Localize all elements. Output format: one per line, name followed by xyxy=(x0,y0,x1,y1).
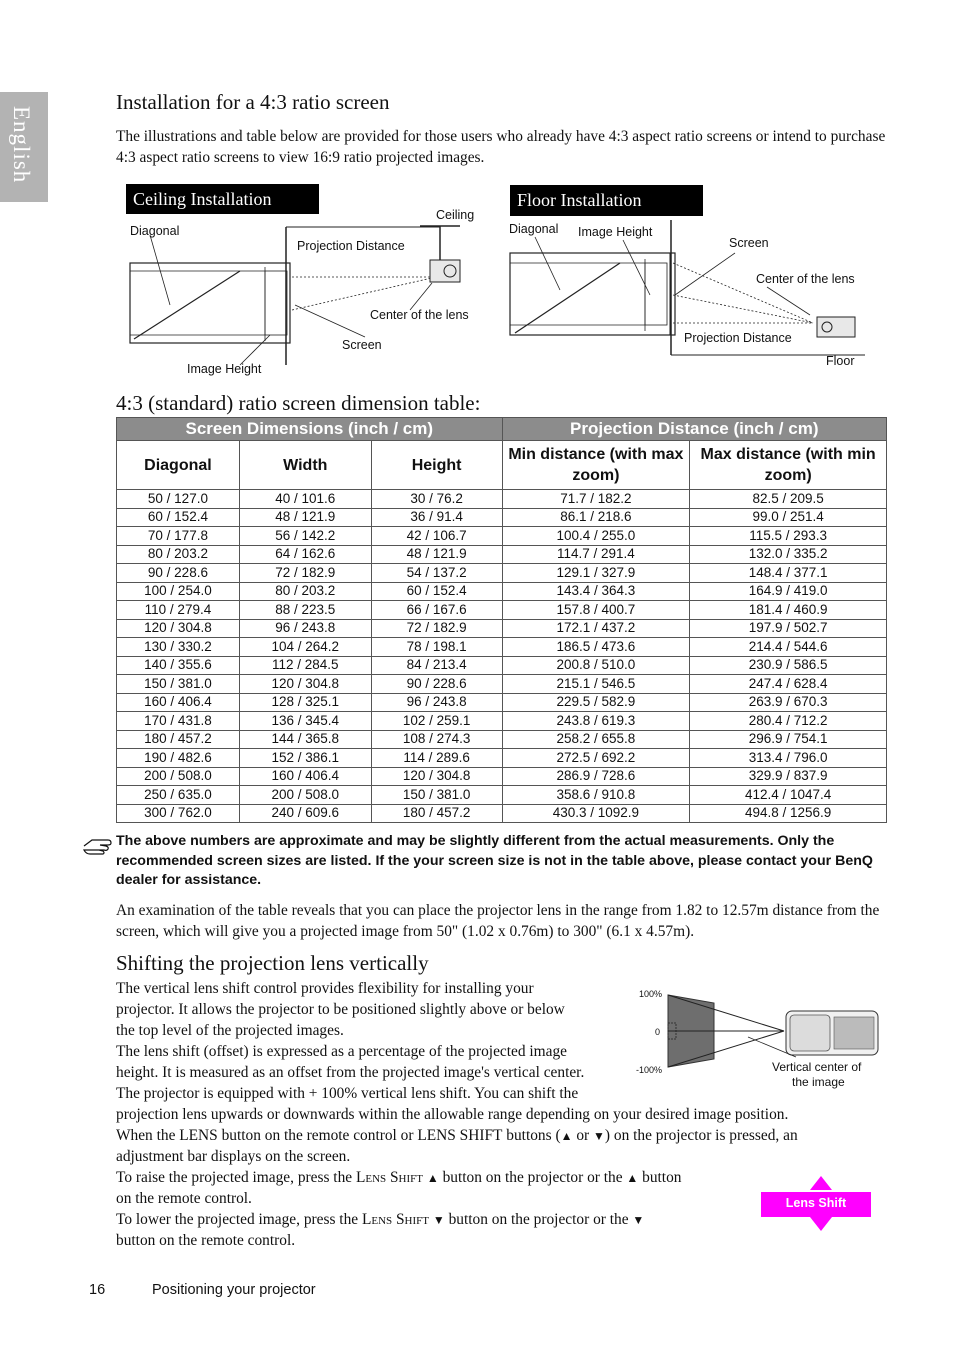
cell: 64 / 162.6 xyxy=(239,545,371,564)
cell: 108 / 274.3 xyxy=(371,730,502,749)
cell: 200 / 508.0 xyxy=(117,767,240,786)
cell: 100.4 / 255.0 xyxy=(502,527,690,546)
note-paragraph: The above numbers are approximate and may be slightly different from the actual measurements. Only the recommended screen sizes are listed. If the your screen size is not in the table above, please contact your BenQ dealer for assistance. xyxy=(116,833,873,888)
cell: 152 / 386.1 xyxy=(239,749,371,768)
down-arrow-icon: ▼ xyxy=(432,1213,445,1227)
table-row xyxy=(117,601,887,620)
floor-label-floor: Floor xyxy=(826,354,855,368)
language-label: English xyxy=(9,106,34,184)
text-fragment: or xyxy=(572,1127,594,1144)
lens-shift-key-name: Lens Shift xyxy=(355,1169,423,1186)
cell: 280.4 / 712.2 xyxy=(690,712,887,731)
cell: 102 / 259.1 xyxy=(371,712,502,731)
cell: 247.4 / 628.4 xyxy=(690,675,887,694)
cell: 80 / 203.2 xyxy=(117,545,240,564)
column-header-max-distance: Max distance (with min zoom) xyxy=(690,441,887,490)
text-fragment: To lower the projected image, press the xyxy=(116,1211,362,1228)
lens-shift-up-arrow-icon xyxy=(810,1176,832,1190)
cell: 143.4 / 364.3 xyxy=(502,582,690,601)
floor-label-diagonal: Diagonal xyxy=(509,222,559,236)
table-row xyxy=(117,582,887,601)
lens-shift-key-name: LENS SHIFT xyxy=(417,1127,503,1144)
cell: 160 / 406.4 xyxy=(117,693,240,712)
cell: 129.1 / 327.9 xyxy=(502,564,690,583)
lens-shift-line-4: The lens shift (offset) is expressed as a percentage of the projected image xyxy=(116,1043,567,1060)
cell: 48 / 121.9 xyxy=(371,545,502,564)
raise-instruction-cont: on the remote control. xyxy=(116,1190,252,1207)
table-row xyxy=(117,767,887,786)
table-row xyxy=(117,749,887,768)
cell: 42 / 106.7 xyxy=(371,527,502,546)
text-fragment: button on the projector or the xyxy=(438,1169,627,1186)
lens-shift-line-9: adjustment bar displays on the screen. xyxy=(116,1148,351,1165)
cell: 200.8 / 510.0 xyxy=(502,656,690,675)
table-row xyxy=(117,656,887,675)
up-arrow-icon: ▲ xyxy=(426,1171,439,1185)
cell: 114.7 / 291.4 xyxy=(502,545,690,564)
table-row xyxy=(117,675,887,694)
down-arrow-icon: ▼ xyxy=(632,1213,645,1227)
section-title-lens-shift: Shifting the projection lens vertically xyxy=(116,951,429,975)
intro-paragraph: The illustrations and table below are provided for those users who already have 4:3 aspect ratio screens or intend to purchase 4:3 aspect ratio screens to view 16:9 ratio projected images. xyxy=(116,128,886,166)
column-header-min-distance: Min distance (with max zoom) xyxy=(502,441,690,490)
lens-shift-line-5: height. It is measured as an offset from the projected image's vertical center. xyxy=(116,1064,585,1081)
floor-installation-heading: Floor Installation xyxy=(510,185,703,216)
cell: 40 / 101.6 xyxy=(239,490,371,509)
cell: 180 / 457.2 xyxy=(371,804,502,823)
cell: 82.5 / 209.5 xyxy=(690,490,887,509)
cell: 190 / 482.6 xyxy=(117,749,240,768)
cell: 172.1 / 437.2 xyxy=(502,619,690,638)
cell: 160 / 406.4 xyxy=(239,767,371,786)
cell: 258.2 / 655.8 xyxy=(502,730,690,749)
cell: 157.8 / 400.7 xyxy=(502,601,690,620)
lens-shift-line-2: projector. It allows the projector to be positioned slightly above or below xyxy=(116,1001,565,1018)
lens-shift-key-name: Lens Shift xyxy=(361,1211,429,1228)
shift-label-middle: 0 xyxy=(655,1027,661,1037)
cell: 120 / 304.8 xyxy=(117,619,240,638)
cell: 313.4 / 796.0 xyxy=(690,749,887,768)
cell: 88 / 223.5 xyxy=(239,601,371,620)
ceiling-label-ceiling: Ceiling xyxy=(436,208,475,222)
cell: 36 / 91.4 xyxy=(371,508,502,527)
cell: 296.9 / 754.1 xyxy=(690,730,887,749)
table-title: 4:3 (standard) ratio screen dimension table: xyxy=(116,391,481,415)
text-fragment: buttons ( xyxy=(502,1127,561,1144)
cell: 170 / 431.8 xyxy=(117,712,240,731)
cell: 72 / 182.9 xyxy=(371,619,502,638)
cell: 70 / 177.8 xyxy=(117,527,240,546)
ceiling-label-screen: Screen xyxy=(342,338,382,352)
cell: 90 / 228.6 xyxy=(117,564,240,583)
language-side-tab xyxy=(0,92,48,202)
down-arrow-icon: ▼ xyxy=(593,1129,605,1143)
cell: 56 / 142.2 xyxy=(239,527,371,546)
cell: 240 / 609.6 xyxy=(239,804,371,823)
cell: 200 / 508.0 xyxy=(239,786,371,805)
shift-label-bottom: -100% xyxy=(636,1065,663,1075)
cell: 130 / 330.2 xyxy=(117,638,240,657)
cell: 181.4 / 460.9 xyxy=(690,601,887,620)
text-fragment: button on the projector or the xyxy=(444,1211,633,1228)
cell: 96 / 243.8 xyxy=(239,619,371,638)
table-row xyxy=(117,638,887,657)
cell: 197.9 / 502.7 xyxy=(690,619,887,638)
text-fragment: button on the remote control or xyxy=(217,1127,418,1144)
cell: 214.4 / 544.6 xyxy=(690,638,887,657)
cell: 84 / 213.4 xyxy=(371,656,502,675)
table-row xyxy=(117,619,887,638)
lower-instruction xyxy=(116,1209,644,1231)
table-row xyxy=(117,527,887,546)
cell: 150 / 381.0 xyxy=(371,786,502,805)
up-arrow-icon: ▲ xyxy=(626,1171,639,1185)
text-fragment: To raise the projected image, press the xyxy=(116,1169,356,1186)
table-row xyxy=(117,564,887,583)
text-fragment: ) on the projector is pressed, an xyxy=(604,1127,798,1144)
cell: 164.9 / 419.0 xyxy=(690,582,887,601)
cell: 300 / 762.0 xyxy=(117,804,240,823)
cell: 286.9 / 728.6 xyxy=(502,767,690,786)
floor-label-projection-distance: Projection Distance xyxy=(684,331,792,345)
cell: 115.5 / 293.3 xyxy=(690,527,887,546)
cell: 272.5 / 692.2 xyxy=(502,749,690,768)
cell: 72 / 182.9 xyxy=(239,564,371,583)
lens-shift-button: Lens Shift xyxy=(761,1192,871,1217)
cell: 100 / 254.0 xyxy=(117,582,240,601)
column-header-width: Width xyxy=(239,441,371,490)
ceiling-label-projection-distance: Projection Distance xyxy=(297,239,405,253)
cell: 230.9 / 586.5 xyxy=(690,656,887,675)
cell: 50 / 127.0 xyxy=(117,490,240,509)
section-title-installation: Installation for a 4:3 ratio screen xyxy=(116,90,390,114)
shift-caption-line-1: Vertical center of xyxy=(772,1060,862,1074)
column-header-diagonal: Diagonal xyxy=(117,441,240,490)
cell: 144 / 365.8 xyxy=(239,730,371,749)
cell: 54 / 137.2 xyxy=(371,564,502,583)
cell: 186.5 / 473.6 xyxy=(502,638,690,657)
cell: 80 / 203.2 xyxy=(239,582,371,601)
table-row xyxy=(117,693,887,712)
screen-dimension-table xyxy=(116,417,887,823)
footer-section-name: Positioning your projector xyxy=(152,1282,316,1298)
raise-instruction xyxy=(116,1167,681,1189)
lower-instruction-cont: button on the remote control. xyxy=(116,1232,296,1249)
cell: 329.9 / 837.9 xyxy=(690,767,887,786)
lens-shift-line-6: The projector is equipped with + 100% vertical lens shift. You can shift the xyxy=(116,1085,579,1102)
shift-caption-line-2: the image xyxy=(792,1075,845,1089)
cell: 430.3 / 1092.9 xyxy=(502,804,690,823)
cell: 30 / 76.2 xyxy=(371,490,502,509)
ceiling-installation-heading: Ceiling Installation xyxy=(126,184,319,214)
cell: 110 / 279.4 xyxy=(117,601,240,620)
cell: 112 / 284.5 xyxy=(239,656,371,675)
lens-shift-line-3: the top level of the projected images. xyxy=(116,1022,344,1039)
floor-label-center-lens: Center of the lens xyxy=(756,272,855,286)
table-row xyxy=(117,508,887,527)
cell: 358.6 / 910.8 xyxy=(502,786,690,805)
cell: 60 / 152.4 xyxy=(117,508,240,527)
cell: 250 / 635.0 xyxy=(117,786,240,805)
text-fragment: When the xyxy=(116,1127,180,1144)
cell: 96 / 243.8 xyxy=(371,693,502,712)
text-fragment: button xyxy=(638,1169,682,1186)
up-arrow-icon: ▲ xyxy=(560,1129,573,1143)
table-row xyxy=(117,545,887,564)
table-row xyxy=(117,712,887,731)
cell: 243.8 / 619.3 xyxy=(502,712,690,731)
group-header-projection-distance: Projection Distance (inch / cm) xyxy=(502,418,886,441)
cell: 99.0 / 251.4 xyxy=(690,508,887,527)
cell: 263.9 / 670.3 xyxy=(690,693,887,712)
ceiling-label-image-height: Image Height xyxy=(187,362,262,376)
cell: 120 / 304.8 xyxy=(371,767,502,786)
lens-shift-line-8 xyxy=(116,1125,798,1147)
cell: 90 / 228.6 xyxy=(371,675,502,694)
group-header-screen-dimensions: Screen Dimensions (inch / cm) xyxy=(117,418,503,441)
cell: 215.1 / 546.5 xyxy=(502,675,690,694)
cell: 104 / 264.2 xyxy=(239,638,371,657)
lens-key-name: LENS xyxy=(179,1127,218,1144)
cell: 180 / 457.2 xyxy=(117,730,240,749)
table-row xyxy=(117,804,887,823)
page-number: 16 xyxy=(89,1282,106,1298)
ceiling-label-center-lens: Center of the lens xyxy=(370,308,469,322)
cell: 86.1 / 218.6 xyxy=(502,508,690,527)
lens-shift-line-1: The vertical lens shift control provides flexibility for installing your xyxy=(116,980,534,997)
lens-shift-line-7: projection lens upwards or downwards within the allowable range depending on your desired image position. xyxy=(116,1106,789,1123)
ceiling-label-diagonal: Diagonal xyxy=(130,224,180,238)
table-row xyxy=(117,730,887,749)
cell: 132.0 / 335.2 xyxy=(690,545,887,564)
cell: 494.8 / 1256.9 xyxy=(690,804,887,823)
cell: 136 / 345.4 xyxy=(239,712,371,731)
cell: 140 / 355.6 xyxy=(117,656,240,675)
cell: 412.4 / 1047.4 xyxy=(690,786,887,805)
cell: 120 / 304.8 xyxy=(239,675,371,694)
cell: 71.7 / 182.2 xyxy=(502,490,690,509)
cell: 66 / 167.6 xyxy=(371,601,502,620)
examination-paragraph: An examination of the table reveals that you can place the projector lens in the range from 1.82 to 12.57m distance from the screen, which will give you a projected image from 50" (1.02 x 0.76m) to 300" (6.1 x 4.57m). xyxy=(116,902,880,940)
cell: 60 / 152.4 xyxy=(371,582,502,601)
floor-label-screen: Screen xyxy=(729,236,769,250)
pointing-hand-note-icon xyxy=(82,836,112,856)
cell: 128 / 325.1 xyxy=(239,693,371,712)
lens-shift-down-arrow-icon xyxy=(810,1217,832,1231)
table-row xyxy=(117,490,887,509)
shift-label-top: 100% xyxy=(639,989,663,999)
cell: 78 / 198.1 xyxy=(371,638,502,657)
cell: 229.5 / 582.9 xyxy=(502,693,690,712)
cell: 150 / 381.0 xyxy=(117,675,240,694)
cell: 114 / 289.6 xyxy=(371,749,502,768)
cell: 148.4 / 377.1 xyxy=(690,564,887,583)
column-header-height: Height xyxy=(371,441,502,490)
table-row xyxy=(117,786,887,805)
cell: 48 / 121.9 xyxy=(239,508,371,527)
floor-label-image-height: Image Height xyxy=(578,225,653,239)
